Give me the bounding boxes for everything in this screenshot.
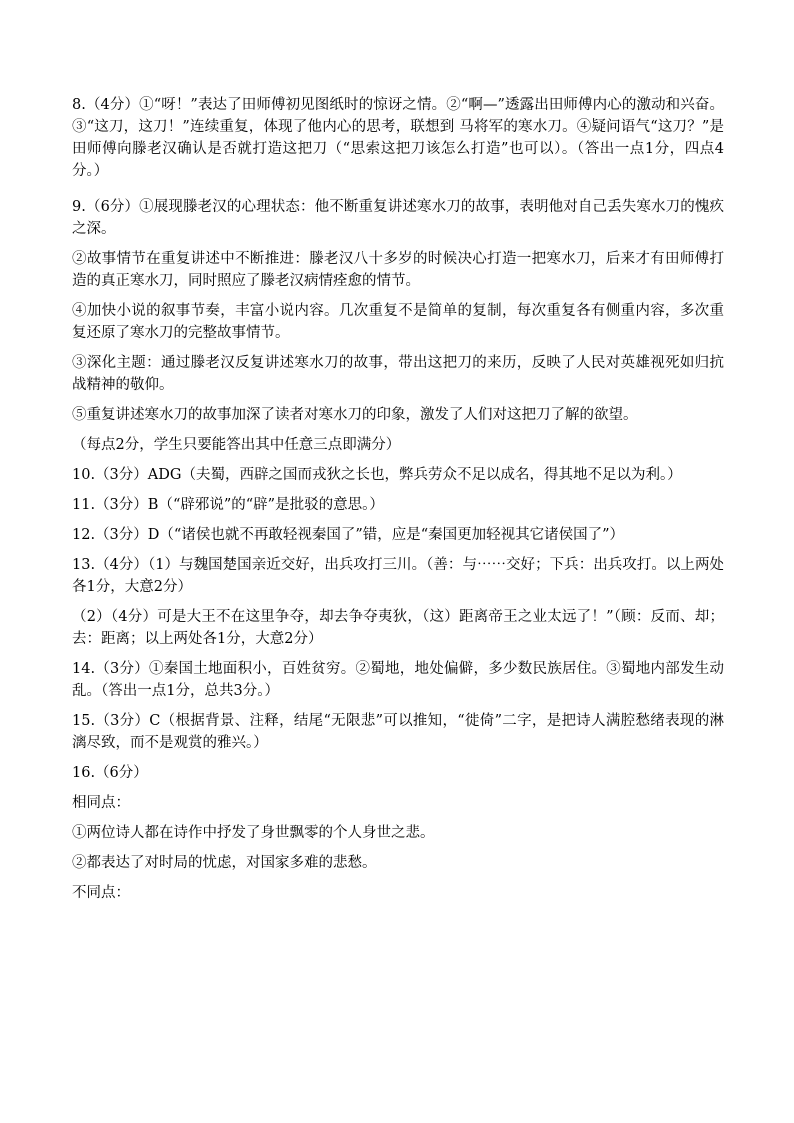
answer-q9-point-3: ③深化主题：通过滕老汉反复讲述寒水刀的故事，带出这把刀的来历，反映了人民对英雄视死如归抗战精神的敬仰。 (72, 355, 724, 393)
answer-q9-intro: 9.（6分）①展现滕老汉的心理状态：他不断重复讲述寒水刀的故事，表明他对自己丢失寒水刀的愧疚之深。 (72, 199, 724, 237)
answer-q15: 15.（3分）C（根据背景、注释，结尾“无限悲”可以推知，“徙倚”二字，是把诗人满腔愁绪表现的淋漓尽致，而不是观赏的雅兴。） (72, 713, 724, 751)
answer-q14: 14.（3分）①秦国土地面积小，百姓贫穷。②蜀地，地处偏僻，多少数民族居住。③蜀地内部发生动乱。（答出一点1分，总共3分。） (72, 661, 724, 699)
answer-q13-part-2: （2）（4分）可是大王不在这里争夺，却去争夺夷狄，（这）距离帝王之业太远了！”（顾：反而、却；去：距离；以上两处各1分，大意2分） (72, 609, 724, 647)
answer-q13-part-1: 13.（4分）（1）与魏国楚国亲近交好，出兵攻打三川。（善：与⋯⋯交好；下兵：出兵攻打。以上两处各1分，大意2分） (72, 557, 724, 595)
answer-q9-point-4: ④加快小说的叙事节奏，丰富小说内容。几次重复不是简单的复制，每次重复各有侧重内容，多次重复还原了寒水刀的完整故事情节。 (72, 303, 724, 341)
answer-q8: 8.（4分）①“呀！”表达了田师傅初见图纸时的惊讶之情。②“啊—”透露出田师傅内心的激动和兴奋。③“这刀，这刀！”连续重复，体现了他内心的思考，联想到 马将军的寒水刀。④疑问语气“这刀？”是田师傅向滕老汉确认是否就打造这把刀（“思索这把刀该怎么打造”也可以）。（答出一点1分，四点4分。） (72, 97, 724, 179)
answer-q16-similarity-1: ①两位诗人都在诗作中抒发了身世飘零的个人身世之悲。 (72, 825, 435, 841)
answer-q16-differences-label: 不同点： (72, 885, 130, 901)
answer-q10: 10.（3分）ADG（夫蜀，西辟之国而戎狄之长也，弊兵劳众不足以成名，得其地不足以为利。） (72, 467, 682, 483)
answer-q16-similarities-label: 相同点： (72, 795, 130, 811)
answer-q9-point-5: ⑤重复讲述寒水刀的故事加深了读者对寒水刀的印象，激发了人们对这把刀了解的欲望。 (72, 407, 638, 423)
answer-q9-scoring: （每点2分，学生只要能答出其中任意三点即满分） (72, 437, 401, 453)
answer-q16-similarity-2: ②都表达了对时局的忧虑，对国家多难的悲愁。 (72, 855, 377, 871)
answer-q16-heading: 16.（6分） (72, 765, 148, 781)
answer-q9-point-2: ②故事情节在重复讲述中不断推进：滕老汉八十多岁的时候决心打造一把寒水刀，后来才有田师傅打造的真正寒水刀，同时照应了滕老汉病情痊愈的情节。 (72, 251, 724, 289)
answer-q12: 12.（3分）D（“诸侯也就不再敢轻视秦国了”错，应是“秦国更加轻视其它诸侯国了”） (72, 527, 625, 543)
answer-q11: 11.（3分）B（“辟邪说”的“辟”是批驳的意思。） (72, 497, 384, 513)
answer-document (72, 94, 724, 904)
